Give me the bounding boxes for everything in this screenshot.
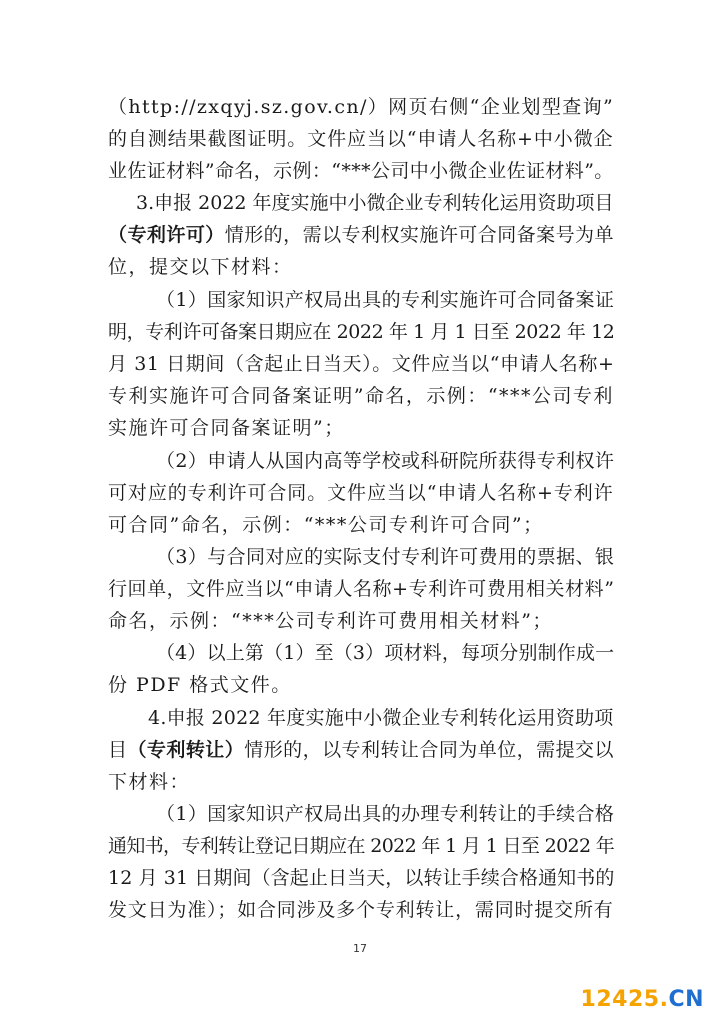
text-span: （3）与合同对应的实际支付专利许可费用的票据、银	[156, 546, 615, 568]
text-line	[108, 609, 553, 633]
text-span: 12 月 31 日期间（含起止日当天，以转让手续合格通知书的	[108, 867, 615, 889]
watermark-suffix: CN	[668, 987, 704, 1012]
text-line	[108, 738, 614, 762]
text-span: 发文日为准）；如合同涉及多个专利转让，需同时提交所有	[108, 899, 614, 921]
text-span: 月 31 日期间（含起止日当天）。文件应当以“申请人名称+	[108, 353, 615, 375]
text-span: （1）国家知识产权局出具的专利实施许可合同备案证	[156, 289, 615, 311]
text-span: 专利实施许可合同备案证明”命名，示例：“***公司专利	[108, 385, 614, 407]
text-line	[108, 416, 345, 440]
text-line	[156, 449, 614, 473]
text-line	[108, 95, 614, 119]
text-span: 目	[108, 739, 128, 761]
text-span: 份 PDF 格式文件。	[108, 674, 292, 696]
text-span: 可合同”命名，示例：“***公司专利许可合同”；	[108, 514, 544, 536]
text-line	[108, 127, 614, 151]
text-span: 命名，示例：“***公司专利许可费用相关材料”；	[108, 610, 553, 632]
text-line	[108, 513, 544, 537]
text-line	[108, 384, 614, 408]
text-line	[156, 641, 614, 665]
text-span: 情形的，需以专利权实施许可合同备案号为单	[224, 224, 614, 246]
text-line	[136, 191, 614, 215]
text-line	[156, 545, 614, 569]
text-line	[156, 288, 614, 312]
text-span: （http://zxqyj.sz.gov.cn/）网页右侧“企业划型查询”	[108, 96, 615, 118]
text-span: （4）以上第（1）至（3）项材料，每项分别制作成一	[156, 642, 615, 664]
text-span: （2）申请人从国内高等学校或科研院所获得专利权许	[156, 450, 615, 472]
text-span: （1）国家知识产权局出具的办理专利转让的手续合格	[156, 803, 615, 825]
text-line	[108, 673, 292, 697]
text-line	[108, 223, 614, 247]
text-span: 行回单，文件应当以“申请人名称+专利许可费用相关材料”	[108, 578, 615, 600]
text-span: 下材料：	[108, 771, 191, 793]
site-watermark-logo	[581, 987, 704, 1012]
text-line	[108, 481, 614, 505]
text-span: 业佐证材料”命名，示例：“***公司中小微企业佐证材料”。	[108, 160, 614, 182]
bold-text: （专利许可）	[108, 224, 225, 246]
text-span: 的自测结果截图证明。文件应当以“申请人名称+中小微企	[108, 128, 614, 150]
text-span: 明，专利许可备案日期应在 2022 年 1 月 1 日至 2022 年 12	[108, 321, 615, 343]
bold-text: （专利转让）	[127, 739, 245, 761]
text-span: 3.申报 2022 年度实施中小微企业专利转化运用资助项目	[136, 192, 614, 214]
text-line	[108, 352, 615, 376]
text-span: 位，提交以下材料：	[108, 256, 293, 278]
text-line	[108, 320, 614, 344]
watermark-number: 12425	[580, 987, 660, 1012]
text-span: 通知书，专利转让登记日期应在 2022 年 1 月 1 日至 2022 年	[108, 835, 615, 857]
text-span: 4.申报 2022 年度实施中小微企业专利转化运用资助项	[148, 707, 614, 729]
text-line	[156, 802, 614, 826]
text-line	[148, 706, 614, 730]
text-line	[108, 770, 190, 794]
text-span: 情形的，以专利转让合同为单位，需提交以	[244, 739, 614, 761]
text-line	[108, 255, 293, 279]
text-line	[108, 577, 614, 601]
page-number: 17	[353, 942, 367, 955]
text-line	[108, 866, 614, 890]
text-span: 可对应的专利许可合同。文件应当以“申请人名称+专利许	[108, 482, 614, 504]
text-span: 实施许可合同备案证明”；	[108, 417, 345, 439]
watermark-dot: .	[659, 987, 669, 1012]
text-line	[108, 898, 614, 922]
text-line	[108, 834, 614, 858]
text-line	[108, 159, 614, 183]
